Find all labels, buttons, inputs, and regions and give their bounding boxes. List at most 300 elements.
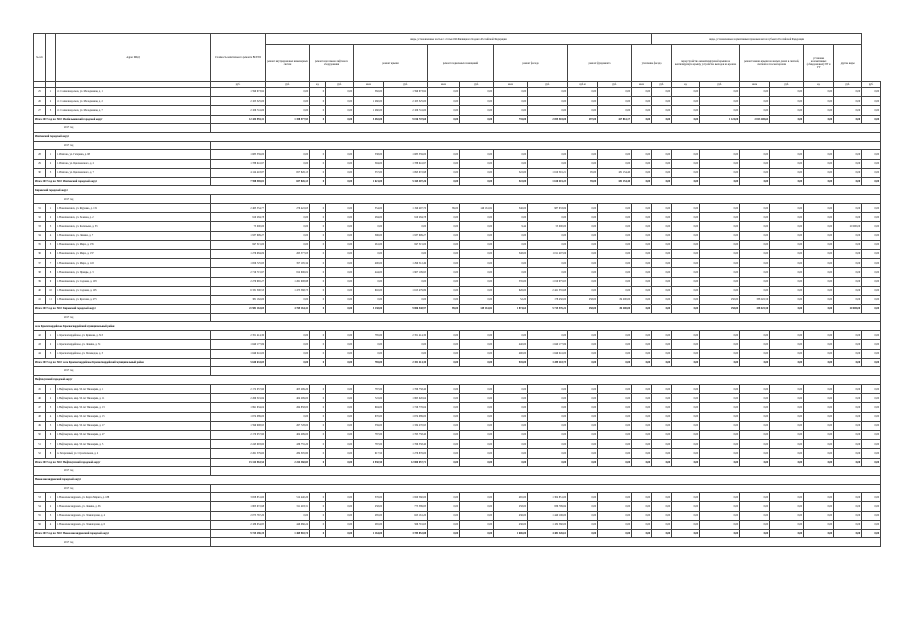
row-value: 0,00: [652, 502, 672, 511]
row-value: 0,00: [428, 394, 460, 403]
row-value: 0,00: [770, 430, 804, 439]
row-index: 6: [46, 250, 56, 259]
row-value: 0,00: [598, 150, 632, 159]
row-number: 35: [34, 240, 46, 249]
total-row: [34, 458, 881, 466]
row-value: 0,00: [326, 150, 354, 159]
row-value: 0,00: [700, 502, 740, 511]
unit-cell: ед.: [310, 82, 326, 88]
total-value: 258,00: [568, 305, 598, 313]
row-value: 0,00: [326, 106, 354, 115]
row-value: 0,00: [652, 150, 672, 159]
row-value: 0,00: [770, 286, 804, 295]
row-value: 436,00: [494, 511, 528, 520]
row-value: 0,00: [384, 295, 428, 304]
row-value: 0,00: [862, 286, 881, 295]
row-index: 3: [46, 168, 56, 177]
row-value: 1 304 851,00: [528, 493, 568, 502]
table-row: [34, 231, 881, 240]
row-value: 0,00: [598, 421, 632, 430]
row-value: 0,00: [834, 250, 862, 259]
row-number: 50: [34, 430, 46, 439]
total-value: 0,00: [326, 305, 354, 313]
row-value: 1 599 673,92: [211, 88, 266, 97]
row-value: 0,00: [494, 150, 528, 159]
row-value: 0,00: [598, 277, 632, 286]
row-value: 0,00: [804, 204, 834, 213]
year-row: [34, 195, 881, 204]
total-value: 0,00: [672, 358, 700, 366]
row-value: 0,00: [384, 222, 428, 231]
row-value: 0,00: [326, 286, 354, 295]
row-value: 836 799,84: [528, 502, 568, 511]
total-value: 3 482,00: [354, 115, 384, 123]
row-value: 0,00: [632, 106, 652, 115]
total-value: 0,00: [326, 177, 354, 185]
total-value: 0: [310, 458, 326, 466]
row-value: 0,00: [494, 88, 528, 97]
row-value: 0,00: [834, 385, 862, 394]
row-value: 0,00: [862, 222, 881, 231]
row-value: 0,00: [428, 231, 460, 240]
row-value: 0,00: [568, 493, 598, 502]
row-value: 0,00: [672, 493, 700, 502]
row-value: 0,00: [652, 449, 672, 458]
row-value: 0,00: [862, 259, 881, 268]
row-value: 0,00: [326, 520, 354, 529]
unit-cell: руб.: [528, 82, 568, 88]
total-value: 84 200,00: [598, 305, 632, 313]
total-value: 0,00: [652, 115, 672, 123]
row-value: 0,00: [568, 259, 598, 268]
row-value: 0,00: [428, 97, 460, 106]
row-value: 0,00: [568, 231, 598, 240]
row-value: 0,00: [862, 295, 881, 304]
row-number: 51: [34, 440, 46, 449]
header-col-roof: ремонт крыши: [354, 45, 428, 82]
row-value: 0,00: [740, 159, 770, 168]
row-value: 2 261 379,60: [211, 449, 266, 458]
total-value: 0,00: [862, 458, 881, 466]
total-value: 0,00: [568, 530, 598, 538]
row-value: 0,00: [804, 493, 834, 502]
row-value: 1 440 106,00: [528, 511, 568, 520]
row-value: 0,00: [804, 449, 834, 458]
table-row: [34, 88, 881, 97]
row-value: 0,00: [460, 159, 494, 168]
row-value: 2 106 741,00: [384, 106, 428, 115]
row-value: 0,00: [460, 213, 494, 222]
row-value: 0,00: [460, 449, 494, 458]
row-number: 36: [34, 250, 46, 259]
total-value: 1 610 401,23: [528, 177, 568, 185]
row-value: 0,00: [804, 250, 834, 259]
row-value: 0,00: [834, 106, 862, 115]
row-value: 0: [310, 440, 326, 449]
row-value: 354,00: [354, 204, 384, 213]
year-label: 2017 год: [34, 466, 211, 475]
total-value: 5 165 407,26: [384, 177, 428, 185]
row-value: 0,00: [528, 213, 568, 222]
row-value: 0,00: [326, 340, 354, 349]
row-value: 0,00: [770, 295, 804, 304]
row-value: 0,00: [862, 277, 881, 286]
row-index: 8: [46, 449, 56, 458]
row-value: 0,00: [672, 340, 700, 349]
row-value: 0,00: [672, 150, 700, 159]
row-address: г. Нефтекумск, мкр. 50 лет Пионерии, д. 11: [56, 394, 211, 403]
row-value: 0,00: [862, 520, 881, 529]
row-value: 0,00: [770, 97, 804, 106]
row-value: 0,00: [740, 240, 770, 249]
total-value: 89,00: [428, 305, 460, 313]
row-value: 0,00: [568, 150, 598, 159]
table-row: [34, 340, 881, 349]
row-value: 0,00: [598, 502, 632, 511]
row-value: 0,00: [326, 403, 354, 412]
row-value: 0: [310, 403, 326, 412]
row-value: 95,00: [568, 168, 598, 177]
row-value: 0,00: [672, 204, 700, 213]
total-value: 1 874,64: [494, 305, 528, 313]
row-address: г. Ипатово, ул. Гагарина, д. 68: [56, 150, 211, 159]
row-value: 178 450,00: [528, 295, 568, 304]
row-value: 0,00: [740, 150, 770, 159]
total-value: 0,00: [568, 358, 598, 366]
row-value: 0,00: [834, 511, 862, 520]
row-value: 284 305,80: [266, 449, 310, 458]
row-value: 0,00: [770, 449, 804, 458]
row-value: 0,00: [862, 250, 881, 259]
table-row: [34, 150, 881, 159]
row-value: 0,00: [528, 97, 568, 106]
total-value: 0,00: [770, 458, 804, 466]
total-value: 0,00: [460, 115, 494, 123]
row-value: 1 182 560,00: [528, 520, 568, 529]
header-col-elevator: ремонт или замена лифтового оборудования: [310, 45, 354, 82]
row-value: 0,00: [652, 250, 672, 259]
row-value: 0,00: [834, 421, 862, 430]
row-value: 0,00: [568, 394, 598, 403]
table-row: [34, 349, 881, 358]
row-value: 0,00: [428, 511, 460, 520]
row-value: 0,00: [652, 412, 672, 421]
total-value: 2 055 503,00: [528, 115, 568, 123]
row-value: 0: [310, 449, 326, 458]
row-value: 446 066,24: [266, 520, 310, 529]
row-value: 0,00: [568, 421, 598, 430]
row-value: 0,00: [266, 88, 310, 97]
total-value: 2 351 414,30: [384, 358, 428, 366]
row-value: 0,00: [652, 97, 672, 106]
total-value: 0,00: [632, 358, 652, 366]
unit-cell: кв.м: [428, 82, 460, 88]
row-address: г. Ипатово, ул. Циолковского, д. 7: [56, 168, 211, 177]
row-value: 0,00: [568, 520, 598, 529]
row-address: г. Новопавловск, ул. Ленина, д. 7: [56, 231, 211, 240]
row-value: 602,00: [354, 286, 384, 295]
row-value: 0,00: [428, 502, 460, 511]
row-value: 0,00: [740, 440, 770, 449]
row-value: 0,00: [632, 88, 652, 97]
row-value: 917,50: [354, 449, 384, 458]
row-address: п. Затеречный, ул. Строительная, д. 2: [56, 449, 211, 458]
row-index: 8: [46, 268, 56, 277]
row-value: 0,00: [804, 150, 834, 159]
row-value: 0,00: [632, 331, 652, 340]
row-value: 0,00: [700, 403, 740, 412]
row-number: 27: [34, 106, 46, 115]
total-value: 1 469 902,74: [266, 530, 310, 538]
table-row: [34, 250, 881, 259]
table-row: [34, 295, 881, 304]
row-value: 0,00: [326, 421, 354, 430]
header-col-roof-replacement: ремонт/замена крыши на жилых домах в скатной, скатной и плоской кровли: [740, 45, 804, 82]
row-value: 0,00: [632, 277, 652, 286]
row-value: 0: [310, 250, 326, 259]
row-number: 52: [34, 449, 46, 458]
row-value: 0,00: [804, 340, 834, 349]
row-value: 0,00: [740, 268, 770, 277]
row-value: 0,00: [740, 286, 770, 295]
row-value: 0,00: [834, 493, 862, 502]
row-value: 0,00: [384, 349, 428, 358]
row-value: 0,00: [770, 213, 804, 222]
total-value: 5 640 633,05: [211, 358, 266, 366]
row-value: 0,00: [598, 449, 632, 458]
table-row: [34, 259, 881, 268]
row-value: 1 788 941,97: [384, 159, 428, 168]
row-value: 0,00: [652, 520, 672, 529]
row-value: 265,00: [354, 520, 384, 529]
total-value: 0,00: [632, 115, 652, 123]
row-index: 10: [46, 286, 56, 295]
unit-cell: кв.м: [494, 82, 528, 88]
row-value: 0,00: [632, 520, 652, 529]
row-value: 0,00: [428, 331, 460, 340]
row-address: г. Нефтекумск, мкр. 50 лет Пионерии, д. 15: [56, 412, 211, 421]
row-number: 56: [34, 520, 46, 529]
row-value: 2 351 414,30: [211, 331, 266, 340]
row-value: 0,00: [770, 511, 804, 520]
row-value: 0,00: [632, 440, 652, 449]
row-value: 0,00: [672, 421, 700, 430]
total-value: 0,00: [672, 458, 700, 466]
row-value: 0,00: [862, 231, 881, 240]
row-value: 0,00: [632, 231, 652, 240]
row-value: 0,00: [598, 349, 632, 358]
row-value: 0,00: [428, 88, 460, 97]
row-value: 1 685 359,00: [211, 150, 266, 159]
total-value: 0,00: [740, 458, 770, 466]
row-number: 49: [34, 421, 46, 430]
total-label: Итого 2017 год по: МО: Ипатовский городской округ: [34, 177, 211, 185]
table-row: [34, 430, 881, 439]
row-value: 0,00: [632, 385, 652, 394]
unit-cell: руб.: [700, 82, 740, 88]
row-value: 264 858,00: [266, 403, 310, 412]
row-value: 0: [310, 331, 326, 340]
row-value: 0,00: [740, 231, 770, 240]
total-value: 0,00: [804, 115, 834, 123]
row-value: 0,00: [700, 511, 740, 520]
total-label: Итого 2017 год по: МО: село Красногвардейское Красногвардейский муниципальный район: [34, 358, 211, 366]
row-index: 3: [46, 349, 56, 358]
row-value: 0,00: [740, 213, 770, 222]
row-value: 0,00: [804, 222, 834, 231]
row-value: 0,00: [598, 97, 632, 106]
row-value: 0,00: [740, 349, 770, 358]
header-group-housing-code: виды, установленные частью 1 статьи 166 Жилищного Кодекса Российской Федерации: [266, 34, 652, 45]
row-value: 0,00: [528, 159, 568, 168]
row-value: 0,00: [834, 440, 862, 449]
row-value: 0,00: [428, 340, 460, 349]
row-value: 0,00: [460, 349, 494, 358]
unit-cell: руб.: [460, 82, 494, 88]
row-value: 0,00: [672, 349, 700, 358]
unit-cell: руб.: [862, 82, 881, 88]
row-value: 0,00: [266, 331, 310, 340]
row-value: 0,00: [834, 204, 862, 213]
row-address: г. Новопавловск, ул. Зеленая, д. 2: [56, 213, 211, 222]
row-value: 2 421 355,68: [528, 286, 568, 295]
row-value: 0,00: [354, 340, 384, 349]
row-address: г. Новопавловск, ул. Красная, д. 275: [56, 295, 211, 304]
total-value: 297,00: [568, 115, 598, 123]
row-value: 0,00: [460, 259, 494, 268]
year-label: 2017 год: [34, 538, 211, 547]
row-value: 0,00: [652, 106, 672, 115]
row-index: 1: [46, 385, 56, 394]
row-value: 0,00: [652, 268, 672, 277]
row-value: 0,00: [672, 268, 700, 277]
row-value: 0,00: [428, 277, 460, 286]
total-value: 0,00: [834, 358, 862, 366]
row-value: 0,00: [494, 421, 528, 430]
total-value: 657 826,13: [266, 177, 310, 185]
total-value: 0,00: [804, 530, 834, 538]
total-value: 0,00: [862, 358, 881, 366]
row-number: 37: [34, 259, 46, 268]
row-value: 404 299,00: [266, 394, 310, 403]
row-value: 2 463 554,77: [211, 204, 266, 213]
row-value: 0,00: [770, 277, 804, 286]
row-value: 785,00: [354, 331, 384, 340]
row-value: 1 260,00: [354, 106, 384, 115]
row-value: 1 674 089,00: [211, 412, 266, 421]
row-value: 1 820 560,00: [384, 493, 428, 502]
total-value: 2 813 400,64: [740, 115, 770, 123]
total-value: 0,00: [834, 115, 862, 123]
total-value: 0,00: [672, 305, 700, 313]
row-value: 0,00: [528, 385, 568, 394]
row-address: ст. Солнечнодольск, ул. Молодежная, д. 2: [56, 97, 211, 106]
row-value: 0,00: [326, 259, 354, 268]
year-label: 2017 год: [34, 313, 211, 322]
year-filler: [211, 313, 881, 322]
total-label: Итого 2017 год по: МО: Кировский городской округ: [34, 305, 211, 313]
row-value: 0,00: [834, 394, 862, 403]
row-number: 25: [34, 88, 46, 97]
row-value: 0,00: [428, 412, 460, 421]
row-value: 0,00: [700, 412, 740, 421]
row-value: 0,00: [460, 511, 494, 520]
row-value: 0,00: [700, 259, 740, 268]
row-value: 0,00: [528, 394, 568, 403]
row-value: 0,00: [568, 502, 598, 511]
row-index: 1: [46, 331, 56, 340]
row-value: 0,00: [770, 421, 804, 430]
row-value: 0,00: [700, 349, 740, 358]
row-value: 0,00: [672, 385, 700, 394]
year-filler: [211, 123, 881, 132]
row-value: 0,00: [428, 150, 460, 159]
row-value: 0,00: [428, 213, 460, 222]
row-address: г. Нефтекумск, мкр. 50 лет Пионерии, д. 27: [56, 430, 211, 439]
row-value: 0,00: [740, 331, 770, 340]
row-value: 0,00: [770, 204, 804, 213]
row-value: 0,00: [494, 331, 528, 340]
row-value: 0,00: [740, 340, 770, 349]
year-row: [34, 538, 881, 547]
row-value: 0,00: [460, 412, 494, 421]
row-value: 311 493,31: [266, 502, 310, 511]
row-value: 0,00: [494, 106, 528, 115]
row-value: 0,00: [700, 168, 740, 177]
row-value: 0,00: [770, 340, 804, 349]
row-value: 0,00: [460, 331, 494, 340]
total-value: 0,00: [326, 530, 354, 538]
row-value: 465,00: [494, 493, 528, 502]
total-value: 0: [310, 305, 326, 313]
row-value: 0,00: [428, 106, 460, 115]
row-number: 47: [34, 403, 46, 412]
total-value: 0,00: [740, 177, 770, 185]
row-value: 0,00: [834, 520, 862, 529]
row-value: 0,00: [598, 231, 632, 240]
row-index: 3: [46, 222, 56, 231]
total-value: 4 769 164,41: [266, 305, 310, 313]
table-row: [34, 403, 881, 412]
row-value: 2 106 741,00: [211, 106, 266, 115]
row-index: 2: [46, 159, 56, 168]
row-value: 1 685 359,00: [384, 150, 428, 159]
row-address: г. Новоалександровск, ул. Карла Маркса, д. 188: [56, 493, 211, 502]
row-value: 0,00: [770, 159, 804, 168]
row-value: 0,00: [862, 430, 881, 439]
row-number: 28: [34, 150, 46, 159]
row-number: 33: [34, 222, 46, 231]
year-row: [34, 484, 881, 493]
row-index: 1: [46, 88, 56, 97]
row-value: 0,00: [632, 204, 652, 213]
row-value: 2 243 993,60: [211, 440, 266, 449]
row-address: г. Нефтекумск, мкр. 50 лет Пионерии, д. 1: [56, 385, 211, 394]
row-value: 3 658 851,60: [211, 493, 266, 502]
row-value: 0,00: [568, 240, 598, 249]
header-col-roof-conversion: переустройство невентилируемой крыши на вентилируемую крышу, устройство выходов на кровлю: [672, 45, 740, 82]
row-value: 0,00: [700, 385, 740, 394]
total-value: 0,00: [804, 305, 834, 313]
row-value: 0,00: [770, 106, 804, 115]
row-value: 0,00: [700, 430, 740, 439]
row-value: 0,00: [700, 493, 740, 502]
row-value: 1 599 673,92: [384, 88, 428, 97]
row-value: 0,00: [460, 277, 494, 286]
header-num: № п/п: [34, 34, 46, 82]
row-value: 2 172 057,90: [211, 385, 266, 394]
total-value: 20 000,00: [834, 305, 862, 313]
